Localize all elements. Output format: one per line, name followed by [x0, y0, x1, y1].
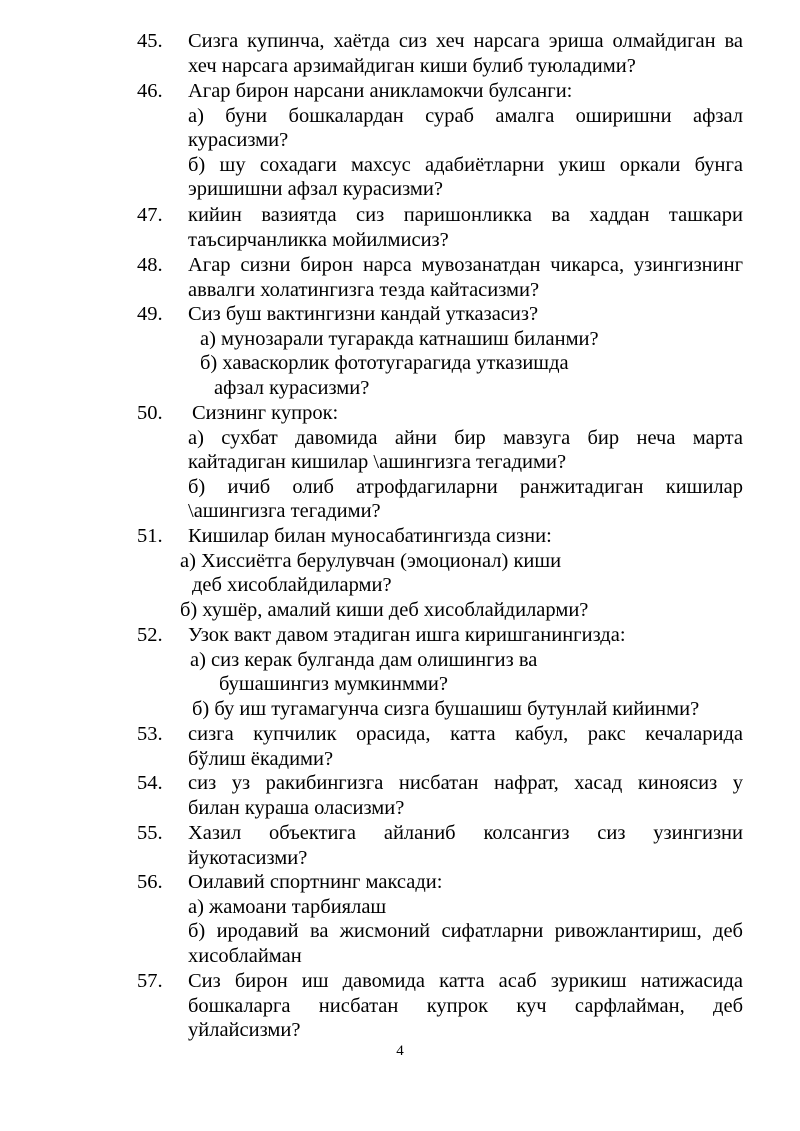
text-line: хеч нарсага арзимайдиган киши булиб туюладими? [188, 54, 636, 77]
question-57 [137, 969, 743, 1043]
question-48 [137, 253, 743, 302]
text-line: Сизнинг купрок: [192, 402, 339, 424]
question-45 [137, 29, 743, 78]
text-line: \ашингизга тегадими? [188, 500, 381, 523]
question-number: 47. [137, 204, 163, 226]
text-line: Сиз бирон иш давомида катта асаб зурикиш натижасида [188, 970, 743, 992]
text-line: Сиз буш вактингизни кандай утказасиз? [188, 303, 539, 325]
option-b-text: б) иродавий ва жисмоний сифатларни ривожлантириш, деб [188, 920, 743, 943]
question-46 [137, 79, 743, 202]
text-line: йукотасизми? [188, 846, 308, 869]
question-53 [137, 722, 743, 771]
page-number: 4 [396, 1043, 404, 1059]
question-number: 52. [137, 624, 163, 646]
option-a-text: а) сухбат давомида айни бир мавзуга бир неча марта [188, 426, 743, 449]
question-number: 57. [137, 970, 163, 992]
text-line: уйлайсизми? [188, 1019, 301, 1042]
question-text [188, 401, 743, 524]
text-line: эришишни афзал курасизми? [188, 178, 443, 201]
question-text [180, 524, 743, 622]
question-text [188, 203, 743, 252]
question-56 [137, 870, 743, 968]
text-line: бушашингиз мумкинмми? [219, 673, 448, 696]
option-b-text: б) хаваскорлик фототугарагида утказишда [200, 352, 569, 375]
question-47 [137, 203, 743, 252]
question-49 [137, 302, 743, 400]
text-line: Агар бирон нарсани аникламокчи булсанги: [188, 80, 573, 102]
text-line: бошкаларга нисбатан купрок куч сарфлайман, деб [188, 994, 743, 1017]
question-text [188, 253, 743, 302]
option-a-text: а) буни бошкалардан сураб амалга оширишни афзал [188, 104, 743, 127]
question-text [188, 870, 743, 968]
option-a-text: а) Хиссиётга берулувчан (эмоционал) киши [180, 549, 562, 572]
question-text [188, 79, 743, 202]
question-number: 54. [137, 772, 163, 794]
question-text [188, 821, 743, 870]
question-text [188, 969, 743, 1043]
question-number: 56. [137, 871, 163, 893]
text-line: хисоблайман [188, 944, 302, 967]
text-line: Агар сизни бирон нарса мувозанатдан чикарса, узингизнинг [188, 254, 743, 276]
question-number: 45. [137, 30, 163, 52]
option-a-text: а) сиз керак булганда дам олишингиз ва [190, 648, 538, 671]
text-line: аввалги холатингизга тезда кайтасизми? [188, 278, 540, 301]
text-line: таъсирчанликка мойилмисиз? [188, 228, 449, 251]
option-b-text: б) ичиб олиб атрофдагиларни ранжитадиган кишилар [188, 475, 743, 498]
option-a-text: а) жамоани тарбиялаш [188, 895, 387, 918]
question-number: 50. [137, 402, 163, 424]
text-line: афзал курасизми? [214, 376, 370, 399]
text-line: Узок вакт давом этадиган ишга киришганингизда: [188, 624, 626, 646]
text-line: Сизга купинча, хаётда сиз хеч нарсага эриша олмайдиган ва [188, 30, 743, 52]
text-line: курасизми? [188, 129, 289, 152]
text-line: Кишилар билан муносабатингизда сизни: [188, 525, 552, 547]
question-number: 48. [137, 254, 163, 276]
option-b-text: б) хушёр, амалий киши деб хисоблайдиларми? [180, 598, 589, 621]
option-b-text: б) шу сохадаги махсус адабиётларни укиш оркали бунга [188, 153, 743, 176]
text-line: кийин вазиятда сиз паришонликка ва хаддан ташкари [188, 204, 743, 226]
question-text [188, 722, 743, 771]
question-number: 49. [137, 303, 163, 325]
question-number: 55. [137, 822, 163, 844]
question-text [188, 302, 743, 400]
option-b-text: б) бу иш тугамагунча сизга бушашиш бутунлай кийинми? [192, 697, 700, 720]
text-line: бўлиш ёкадими? [188, 747, 334, 770]
question-number: 51. [137, 525, 163, 547]
question-text [188, 29, 743, 78]
text-line: кайтадиган кишилар \ашингизга тегадими? [188, 451, 567, 474]
text-line: Хазил объектига айланиб колсангиз сиз узингизни [188, 822, 743, 844]
question-50 [137, 401, 743, 524]
option-a-text: а) мунозарали тугаракда катнашиш биланми? [200, 327, 599, 350]
text-line: билан кураша оласизми? [188, 796, 405, 819]
question-52 [137, 623, 743, 721]
question-text [188, 623, 743, 721]
text-line: сизга купчилик орасида, катта кабул, ракс кечаларида [188, 723, 743, 745]
question-54 [137, 771, 743, 820]
text-line: Оилавий спортнинг максади: [188, 871, 443, 893]
text-line: деб хисоблайдиларми? [192, 574, 392, 597]
text-line: сиз уз ракибингизга нисбатан нафрат, хасад киноясиз у [188, 772, 743, 794]
question-text [188, 771, 743, 820]
question-55 [137, 821, 743, 870]
question-number: 46. [137, 80, 163, 102]
question-51 [137, 524, 743, 622]
question-number: 53. [137, 723, 163, 745]
